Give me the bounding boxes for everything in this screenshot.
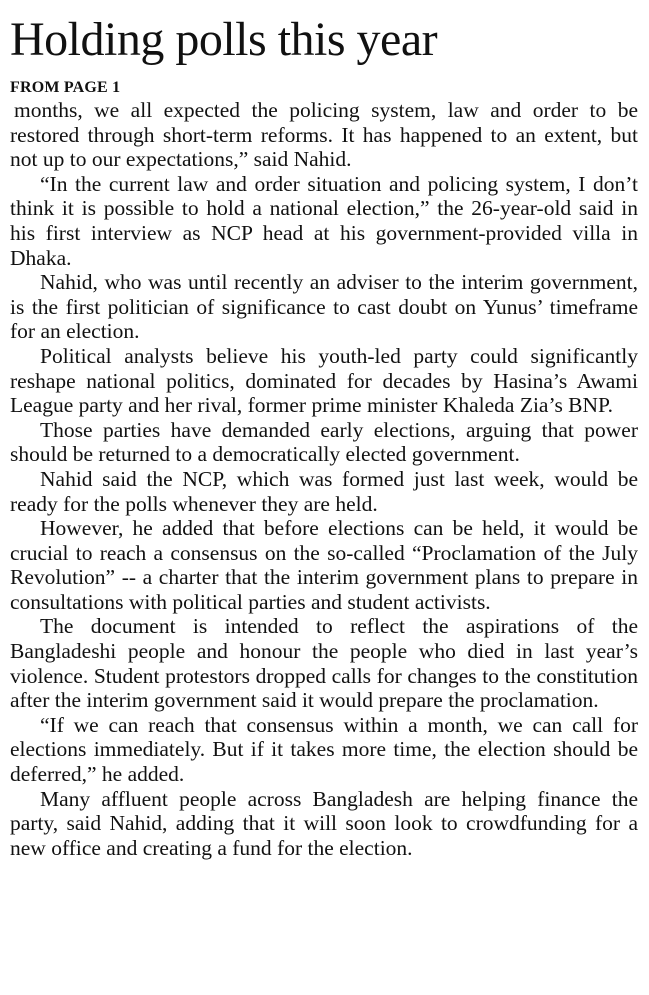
paragraph: months, we all expected the policing system, law and order to be restored through short-term reforms. It has happened to an extent, but not up to our expectations,” said Nahid.	[10, 98, 638, 172]
paragraph: Nahid said the NCP, which was formed just last week, would be ready for the polls whenever they are held.	[10, 466, 638, 516]
paragraph: Many affluent people across Bangladesh are helping finance the party, said Nahid, adding that it will soon look to crowdfunding for a new office and creating a fund for the election.	[10, 786, 638, 860]
paragraph: Those parties have demanded early elections, arguing that power should be returned to a democratically elected government.	[10, 417, 638, 467]
paragraph: “In the current law and order situation and policing system, I don’t think it is possible to hold a national election,” the 26-year-old said in his first interview as NCP head at his government-provided villa in Dhaka.	[10, 171, 638, 270]
continued-from-label: FROM PAGE 1	[10, 79, 121, 96]
headline: Holding polls this year	[10, 13, 438, 66]
paragraph: “If we can reach that consensus within a month, we can call for elections immediately. But if it takes more time, the election should be deferred,” he added.	[10, 712, 638, 787]
paragraph: Nahid, who was until recently an adviser to the interim government, is the first politician of significance to cast doubt on Yunus’ timeframe for an election.	[10, 270, 638, 344]
paragraph: The document is intended to reflect the aspirations of the Bangladeshi people and honour the people who died in last year’s violence. Student protestors dropped calls for changes to the constitution after the interim government said it would prepare the proclamation.	[10, 614, 638, 713]
paragraph: Political analysts believe his youth-led party could significantly reshape national politics, dominated for decades by Hasina’s Awami League party and her rival, former prime minister Khaleda Zia’s BNP.	[10, 343, 638, 418]
article	[10, 14, 638, 860]
paragraph: However, he added that before elections can be held, it would be crucial to reach a consensus on the so-called “Proclamation of the July Revolution” -- a charter that the interim government plans to prepare in consultations with political parties and student activists.	[10, 516, 638, 614]
article-body	[10, 98, 638, 860]
